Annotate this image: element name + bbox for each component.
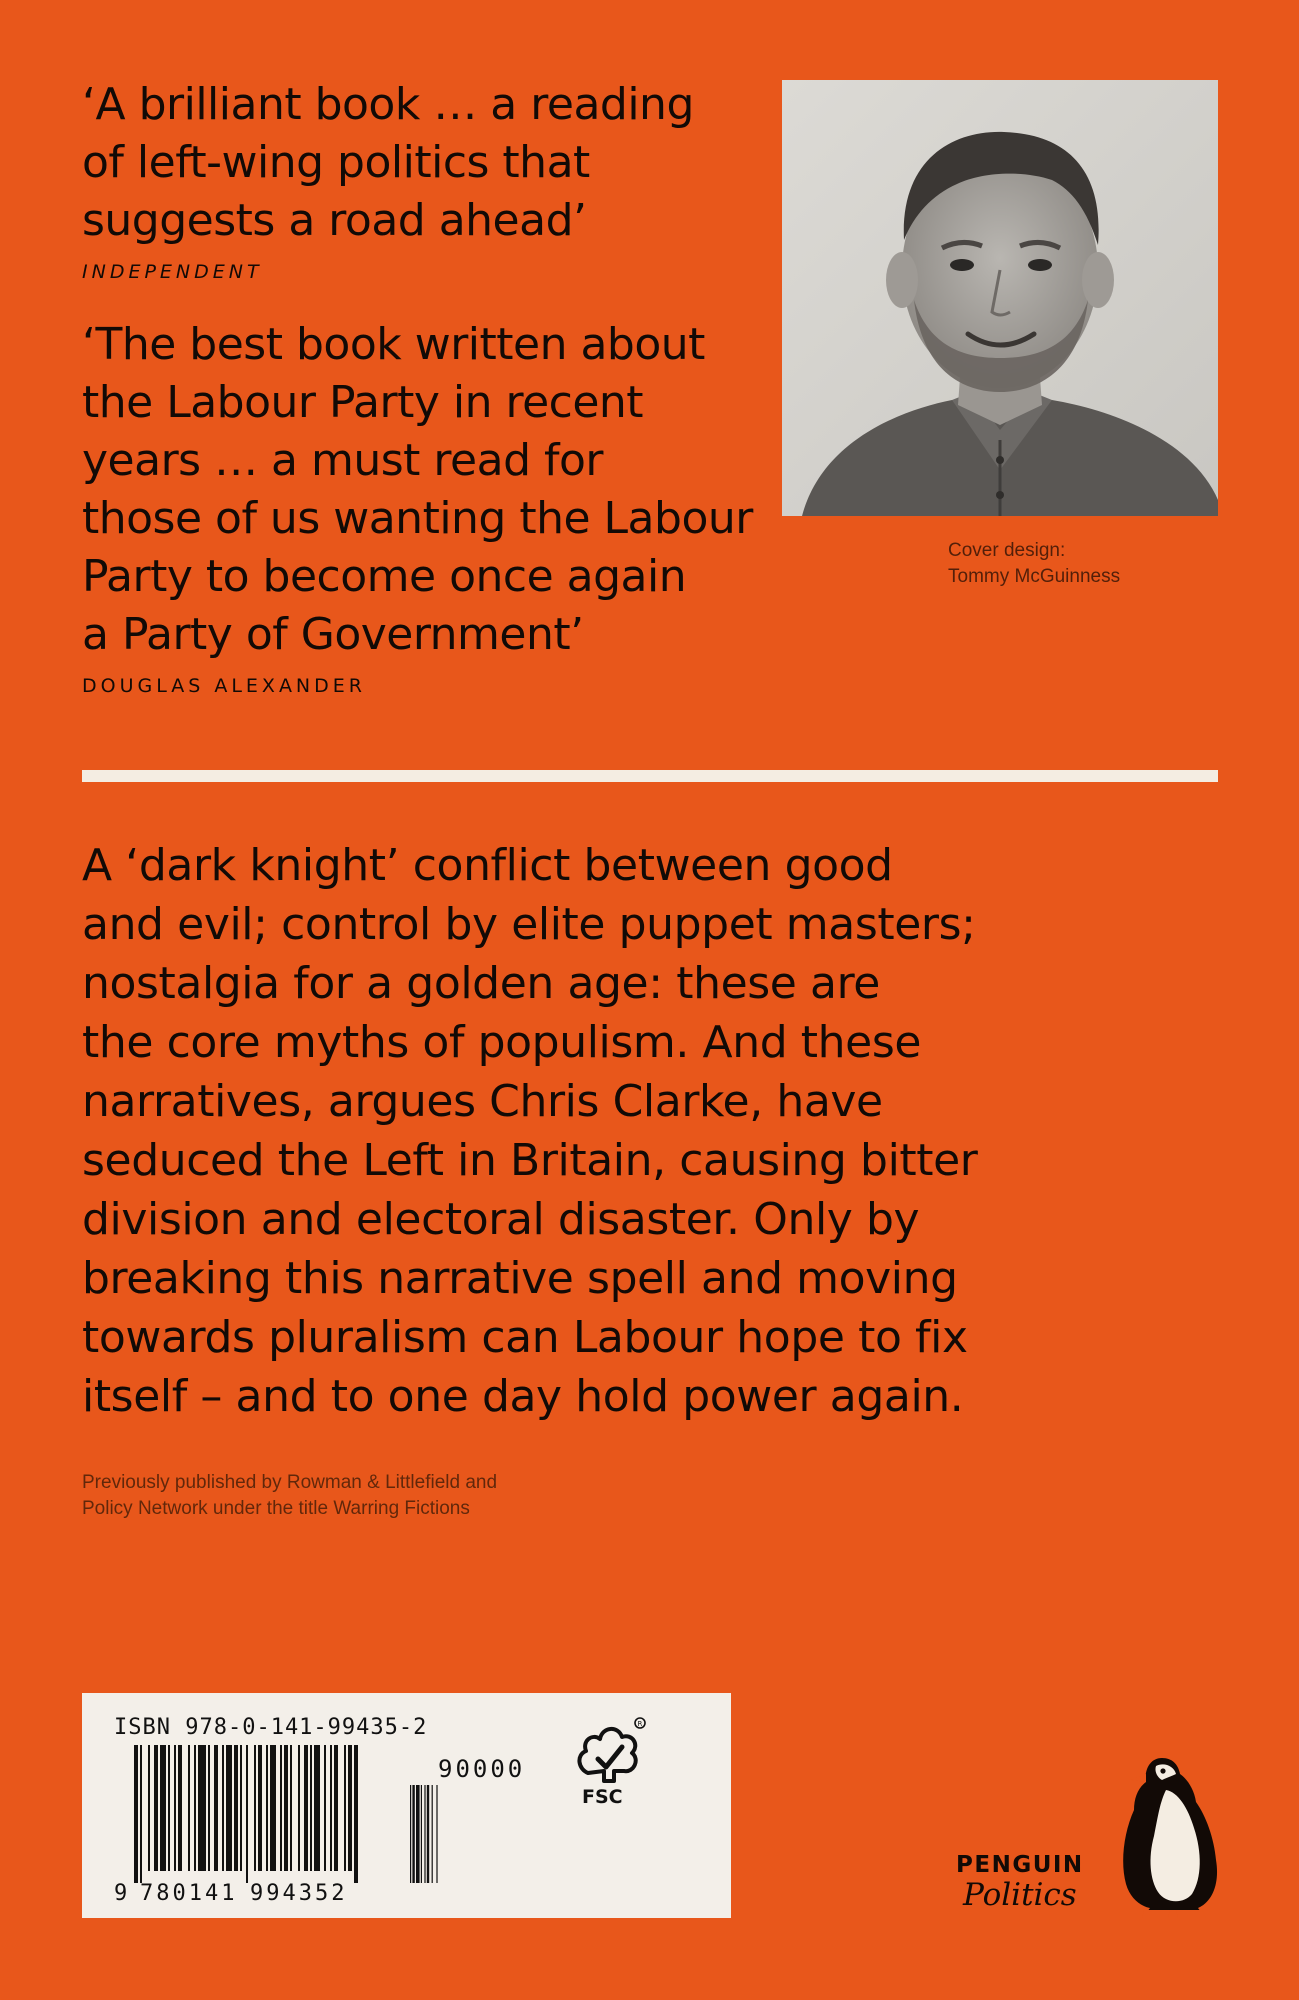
publisher-series: Politics <box>962 1877 1077 1913</box>
barcode-icon <box>110 1745 440 1905</box>
quote-attribution: DOUGLAS ALEXANDER <box>82 675 366 697</box>
cover-design-credit <box>948 538 1120 590</box>
section-divider <box>82 770 1218 782</box>
fsc-label: FSC <box>582 1786 623 1808</box>
blurb-line: nostalgia for a golden age: these are <box>82 958 880 1009</box>
barcode-bar <box>284 1745 288 1871</box>
quote-line: of left-wing politics that <box>82 137 590 188</box>
credit-line: Tommy McGuinness <box>948 566 1121 587</box>
barcode-bar <box>298 1745 300 1871</box>
publisher-wordmark <box>956 1852 1084 1912</box>
fsc-icon <box>568 1711 648 1811</box>
barcode-bar <box>174 1745 176 1871</box>
barcode-bar <box>188 1745 190 1871</box>
quote-line: those of us wanting the Labour <box>82 493 753 544</box>
barcode-addon-bar <box>410 1785 411 1883</box>
note-line: Policy Network under the title Warring Fictions <box>82 1498 470 1519</box>
penguin-icon <box>1116 1752 1224 1922</box>
barcode-addon-bar <box>436 1785 437 1883</box>
barcode-bar <box>324 1745 326 1871</box>
barcode-bar <box>194 1745 196 1871</box>
barcode-right-digits: 994352 <box>250 1881 348 1905</box>
author-photo <box>782 80 1218 516</box>
publication-note <box>82 1470 497 1522</box>
barcode-bar <box>154 1745 158 1871</box>
barcode-bar <box>314 1745 320 1871</box>
barcode-bar <box>160 1745 166 1871</box>
barcode-bar <box>222 1745 224 1871</box>
note-line: Previously published by Rowman & Littlefield and <box>82 1472 498 1493</box>
barcode-bar <box>266 1745 268 1871</box>
barcode-bar <box>254 1745 256 1871</box>
barcode-bar <box>354 1745 358 1883</box>
quote-line: the Labour Party in recent <box>82 377 644 428</box>
barcode-bar <box>148 1745 150 1871</box>
blurb-line: narratives, argues Chris Clarke, have <box>82 1076 883 1127</box>
barcode-left-digits: 780141 <box>140 1881 238 1905</box>
svg-text:R: R <box>637 1720 643 1728</box>
book-blurb <box>82 836 1082 1426</box>
barcode-addon-bar <box>412 1785 414 1883</box>
barcode-bar <box>348 1745 352 1871</box>
barcode-addon-bars <box>410 1785 438 1883</box>
barcode-panel <box>82 1693 731 1918</box>
barcode-bar <box>234 1745 238 1871</box>
blurb-line: towards pluralism can Labour hope to fix <box>82 1312 968 1363</box>
barcode-first-digit: 9 <box>114 1881 128 1905</box>
barcode-addon-bar <box>427 1785 429 1883</box>
publisher-name: PENGUIN <box>956 1852 1084 1878</box>
blurb-line: breaking this narrative spell and moving <box>82 1253 958 1304</box>
quote-line: Party to become once again <box>82 551 687 602</box>
author-portrait-illustration <box>782 80 1218 516</box>
quote-text <box>82 316 762 664</box>
barcode-bar <box>280 1745 282 1871</box>
barcode-bar <box>208 1745 210 1871</box>
quote-line: ‘The best book written about <box>82 319 705 370</box>
quote-independent <box>82 76 762 284</box>
barcode-bar <box>334 1745 338 1871</box>
barcode-bar <box>310 1745 312 1871</box>
barcode-addon-bar <box>421 1785 422 1883</box>
barcode-bar <box>258 1745 262 1871</box>
barcode-bar <box>246 1745 248 1883</box>
barcode-bar <box>140 1745 142 1883</box>
barcode-bar <box>198 1745 206 1871</box>
quote-line: a Party of Government’ <box>82 609 584 660</box>
barcode-bar <box>270 1745 276 1871</box>
barcode-bar <box>226 1745 232 1871</box>
barcode-addon-bar <box>432 1785 433 1883</box>
barcode-addon-bar <box>416 1785 420 1883</box>
isbn-label: ISBN 978-0-141-99435-2 <box>114 1715 428 1740</box>
barcode-bar <box>290 1745 292 1871</box>
quote-text <box>82 76 762 250</box>
barcode-addon-digits: 90000 <box>438 1755 526 1783</box>
quote-attribution: INDEPENDENT <box>82 261 263 283</box>
credit-line: Cover design: <box>948 540 1066 561</box>
barcode-bar <box>214 1745 218 1871</box>
blurb-line: seduced the Left in Britain, causing bitter <box>82 1135 978 1186</box>
blurb-line: the core myths of populism. And these <box>82 1017 922 1068</box>
barcode-bar <box>134 1745 138 1883</box>
barcode-bar <box>178 1745 182 1871</box>
quote-line: ‘A brilliant book … a reading <box>82 79 694 130</box>
barcode-bar <box>330 1745 332 1871</box>
quote-douglas-alexander <box>82 316 762 698</box>
barcode-bars <box>134 1745 358 1883</box>
blurb-line: itself – and to one day hold power again. <box>82 1371 964 1422</box>
quote-line: suggests a road ahead’ <box>82 195 587 246</box>
blurb-line: division and electoral disaster. Only by <box>82 1194 920 1245</box>
blurb-line: A ‘dark knight’ conflict between good <box>82 840 893 891</box>
quote-line: years … a must read for <box>82 435 603 486</box>
barcode-bar <box>304 1745 308 1871</box>
blurb-line: and evil; control by elite puppet masters; <box>82 899 976 950</box>
barcode-bar <box>240 1745 242 1871</box>
barcode-bar <box>168 1745 170 1871</box>
barcode-bar <box>344 1745 346 1871</box>
barcode-addon-bar <box>424 1785 425 1883</box>
